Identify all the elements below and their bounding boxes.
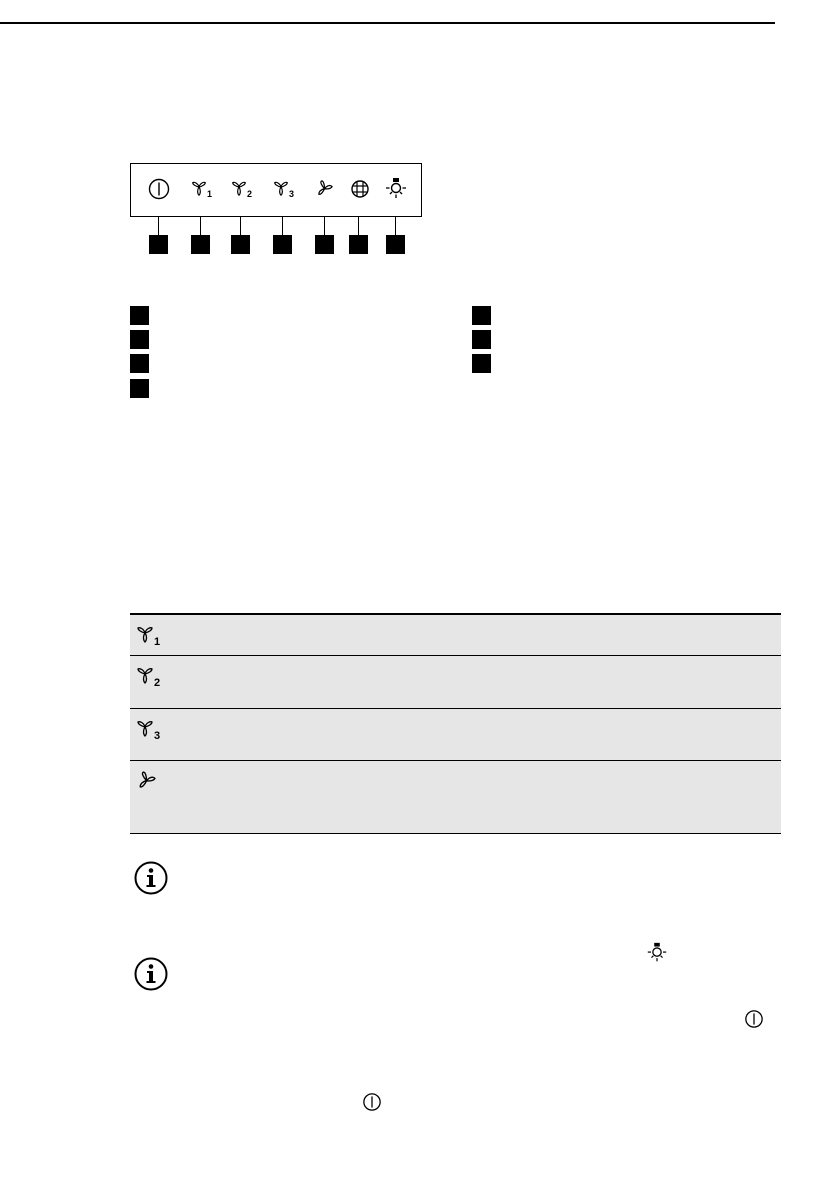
fan-speed-2-icon — [134, 664, 166, 690]
light-icon — [644, 941, 670, 965]
table-row — [130, 656, 781, 709]
fan-speed-1-icon[interactable] — [187, 176, 215, 202]
callout-square-4 — [273, 235, 292, 254]
fan-speed-3-icon — [134, 717, 166, 743]
callout-leader-line — [200, 217, 201, 235]
legend-marker-2 — [130, 330, 149, 349]
light-icon[interactable] — [382, 176, 410, 202]
callout-square-2 — [191, 235, 210, 254]
legend-marker-3 — [130, 354, 149, 373]
legend-marker-7 — [472, 354, 491, 373]
info-icon — [134, 957, 168, 991]
callout-leader-line — [358, 217, 359, 235]
table-row — [130, 709, 781, 761]
legend-marker-5 — [472, 306, 491, 325]
svg-text:3: 3 — [289, 189, 295, 199]
fan-speed-table — [130, 613, 781, 834]
control-panel — [130, 163, 422, 217]
svg-text:1: 1 — [207, 189, 213, 199]
fan-speed-2-icon[interactable] — [227, 176, 255, 202]
callout-leader-line — [158, 217, 159, 235]
fan-boost-icon — [134, 769, 166, 795]
svg-text:1: 1 — [154, 636, 161, 648]
callout-square-1 — [149, 235, 168, 254]
svg-text:2: 2 — [247, 189, 253, 199]
callout-leader-line — [282, 217, 283, 235]
info-icon — [134, 861, 168, 895]
power-icon — [742, 1007, 766, 1031]
fan-speed-1-icon — [134, 623, 166, 649]
callout-leader-line — [324, 217, 325, 235]
callout-square-5 — [315, 235, 334, 254]
filter-grid-icon[interactable] — [346, 176, 374, 202]
legend-marker-1 — [130, 306, 149, 325]
table-row — [130, 761, 781, 834]
callout-square-7 — [386, 235, 405, 254]
svg-text:2: 2 — [154, 677, 161, 689]
power-icon — [360, 1090, 384, 1114]
power-icon[interactable] — [145, 176, 173, 202]
page-top-rule — [0, 22, 775, 24]
table-row — [130, 615, 781, 656]
callout-leader-line — [240, 217, 241, 235]
legend-marker-6 — [472, 330, 491, 349]
fan-speed-3-icon[interactable] — [269, 176, 297, 202]
callout-leader-line — [395, 217, 396, 235]
legend-marker-4 — [130, 379, 149, 398]
callout-square-3 — [231, 235, 250, 254]
callout-square-6 — [349, 235, 368, 254]
fan-boost-icon[interactable] — [311, 176, 339, 202]
svg-text:3: 3 — [154, 730, 161, 742]
